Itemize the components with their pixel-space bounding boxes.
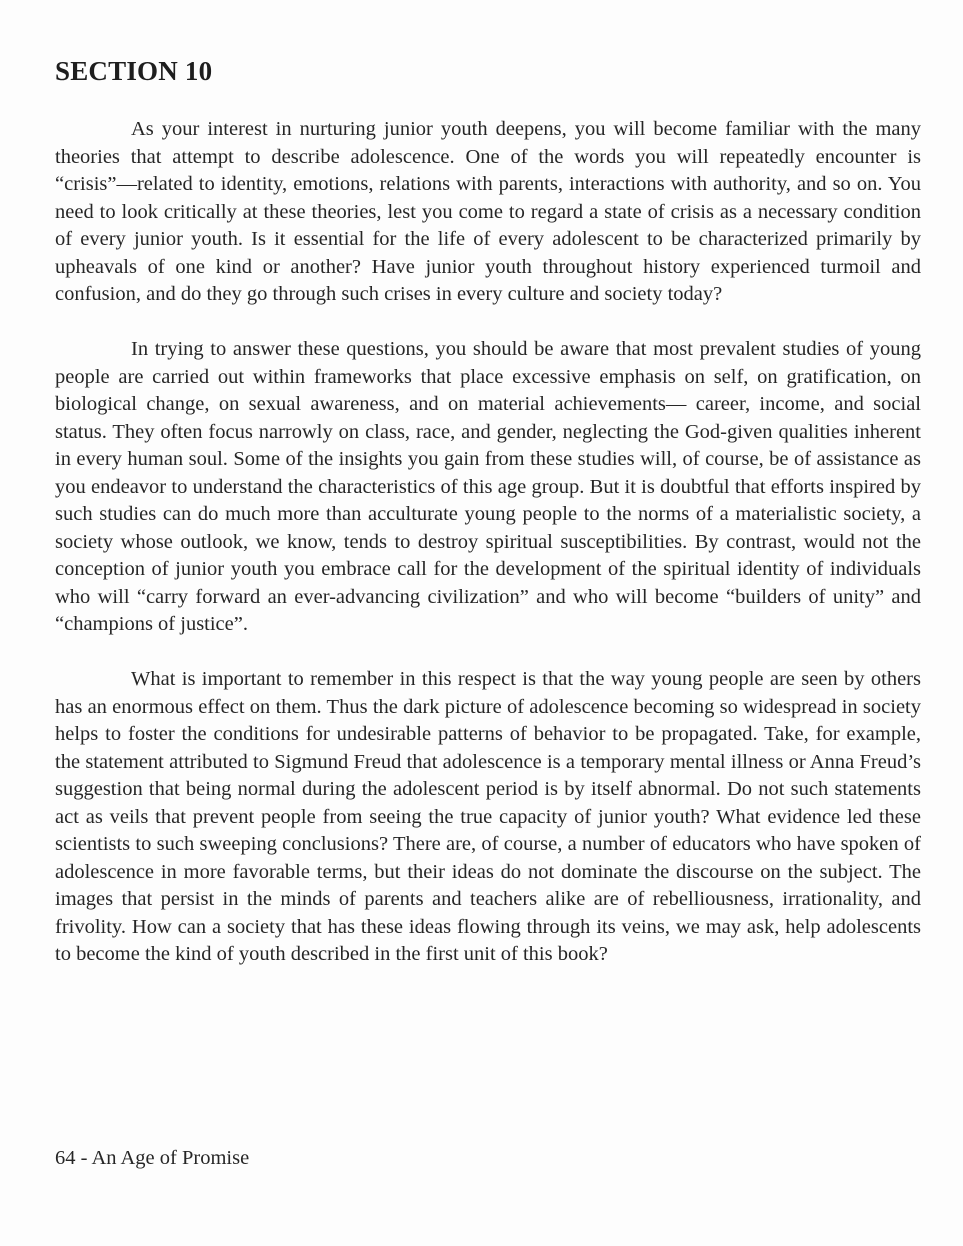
paragraph-3: What is important to remember in this respect is that the way young people are seen by others has an enormous effect on them. Thus the dark picture of adolescence becoming so widespread in society helps to foster the conditions for undesirable patterns of behavior to be propagated. Take, for example, the statement attributed to Sigmund Freud that adolescence is a temporary mental illness or Anna Freud’s suggestion that being normal during the adolescent period is by itself abnormal. Do not such statements act as veils that prevent people from seeing the true capacity of junior youth? What evidence led these scientists to such sweeping conclusions? There are, of course, a number of educators who have spoken of adolescence in more favorable terms, but their ideas do not dominate the discourse on the subject. The images that persist in the minds of parents and teachers alike are of rebelliousness, irrationality, and frivolity. How can a society that has these ideas flowing through its veins, we may ask, help adolescents to become the kind of youth described in the first unit of this book? [55, 668, 921, 965]
section-heading: SECTION 10 [55, 56, 213, 86]
paragraph-2: In trying to answer these questions, you should be aware that most prevalent studies of young people are carried out within frameworks that place excessive emphasis on self, on gratification, on biological change, on sexual awareness, and on material achievements— career, income, and social status. They often focus narrowly on class, race, and gender, neglecting the God-given qualities inherent in every human soul. Some of the insights you gain from these studies will, of course, be of assistance as you endeavor to understand the characteristics of this age group. But it is doubtful that efforts inspired by such studies can do much more than acculturate young people to the norms of a materialistic society, a society whose outlook, we know, tends to destroy spiritual susceptibilities. By contrast, would not the conception of junior youth you embrace call for the development of the spiritual identity of individuals who will “carry forward an ever-advancing civilization” and who will become “builders of unity” and “champions of justice”. [55, 338, 921, 635]
paragraph-1: As your interest in nurturing junior youth deepens, you will become familiar with the many theories that attempt to describe adolescence. One of the words you will repeatedly encounter is “crisis”—related to identity, emotions, relations with parents, interactions with authority, and so on. You need to look critically at these theories, lest you come to regard a state of crisis as a necessary condition of every junior youth. Is it essential for the life of every adolescent to be characterized primarily by upheavals of one kind or another? Have junior youth throughout history experienced turmoil and confusion, and do they go through such crises in every culture and society today? [55, 118, 921, 305]
page-footer: 64 - An Age of Promise [55, 1147, 250, 1169]
body-text [55, 116, 921, 996]
